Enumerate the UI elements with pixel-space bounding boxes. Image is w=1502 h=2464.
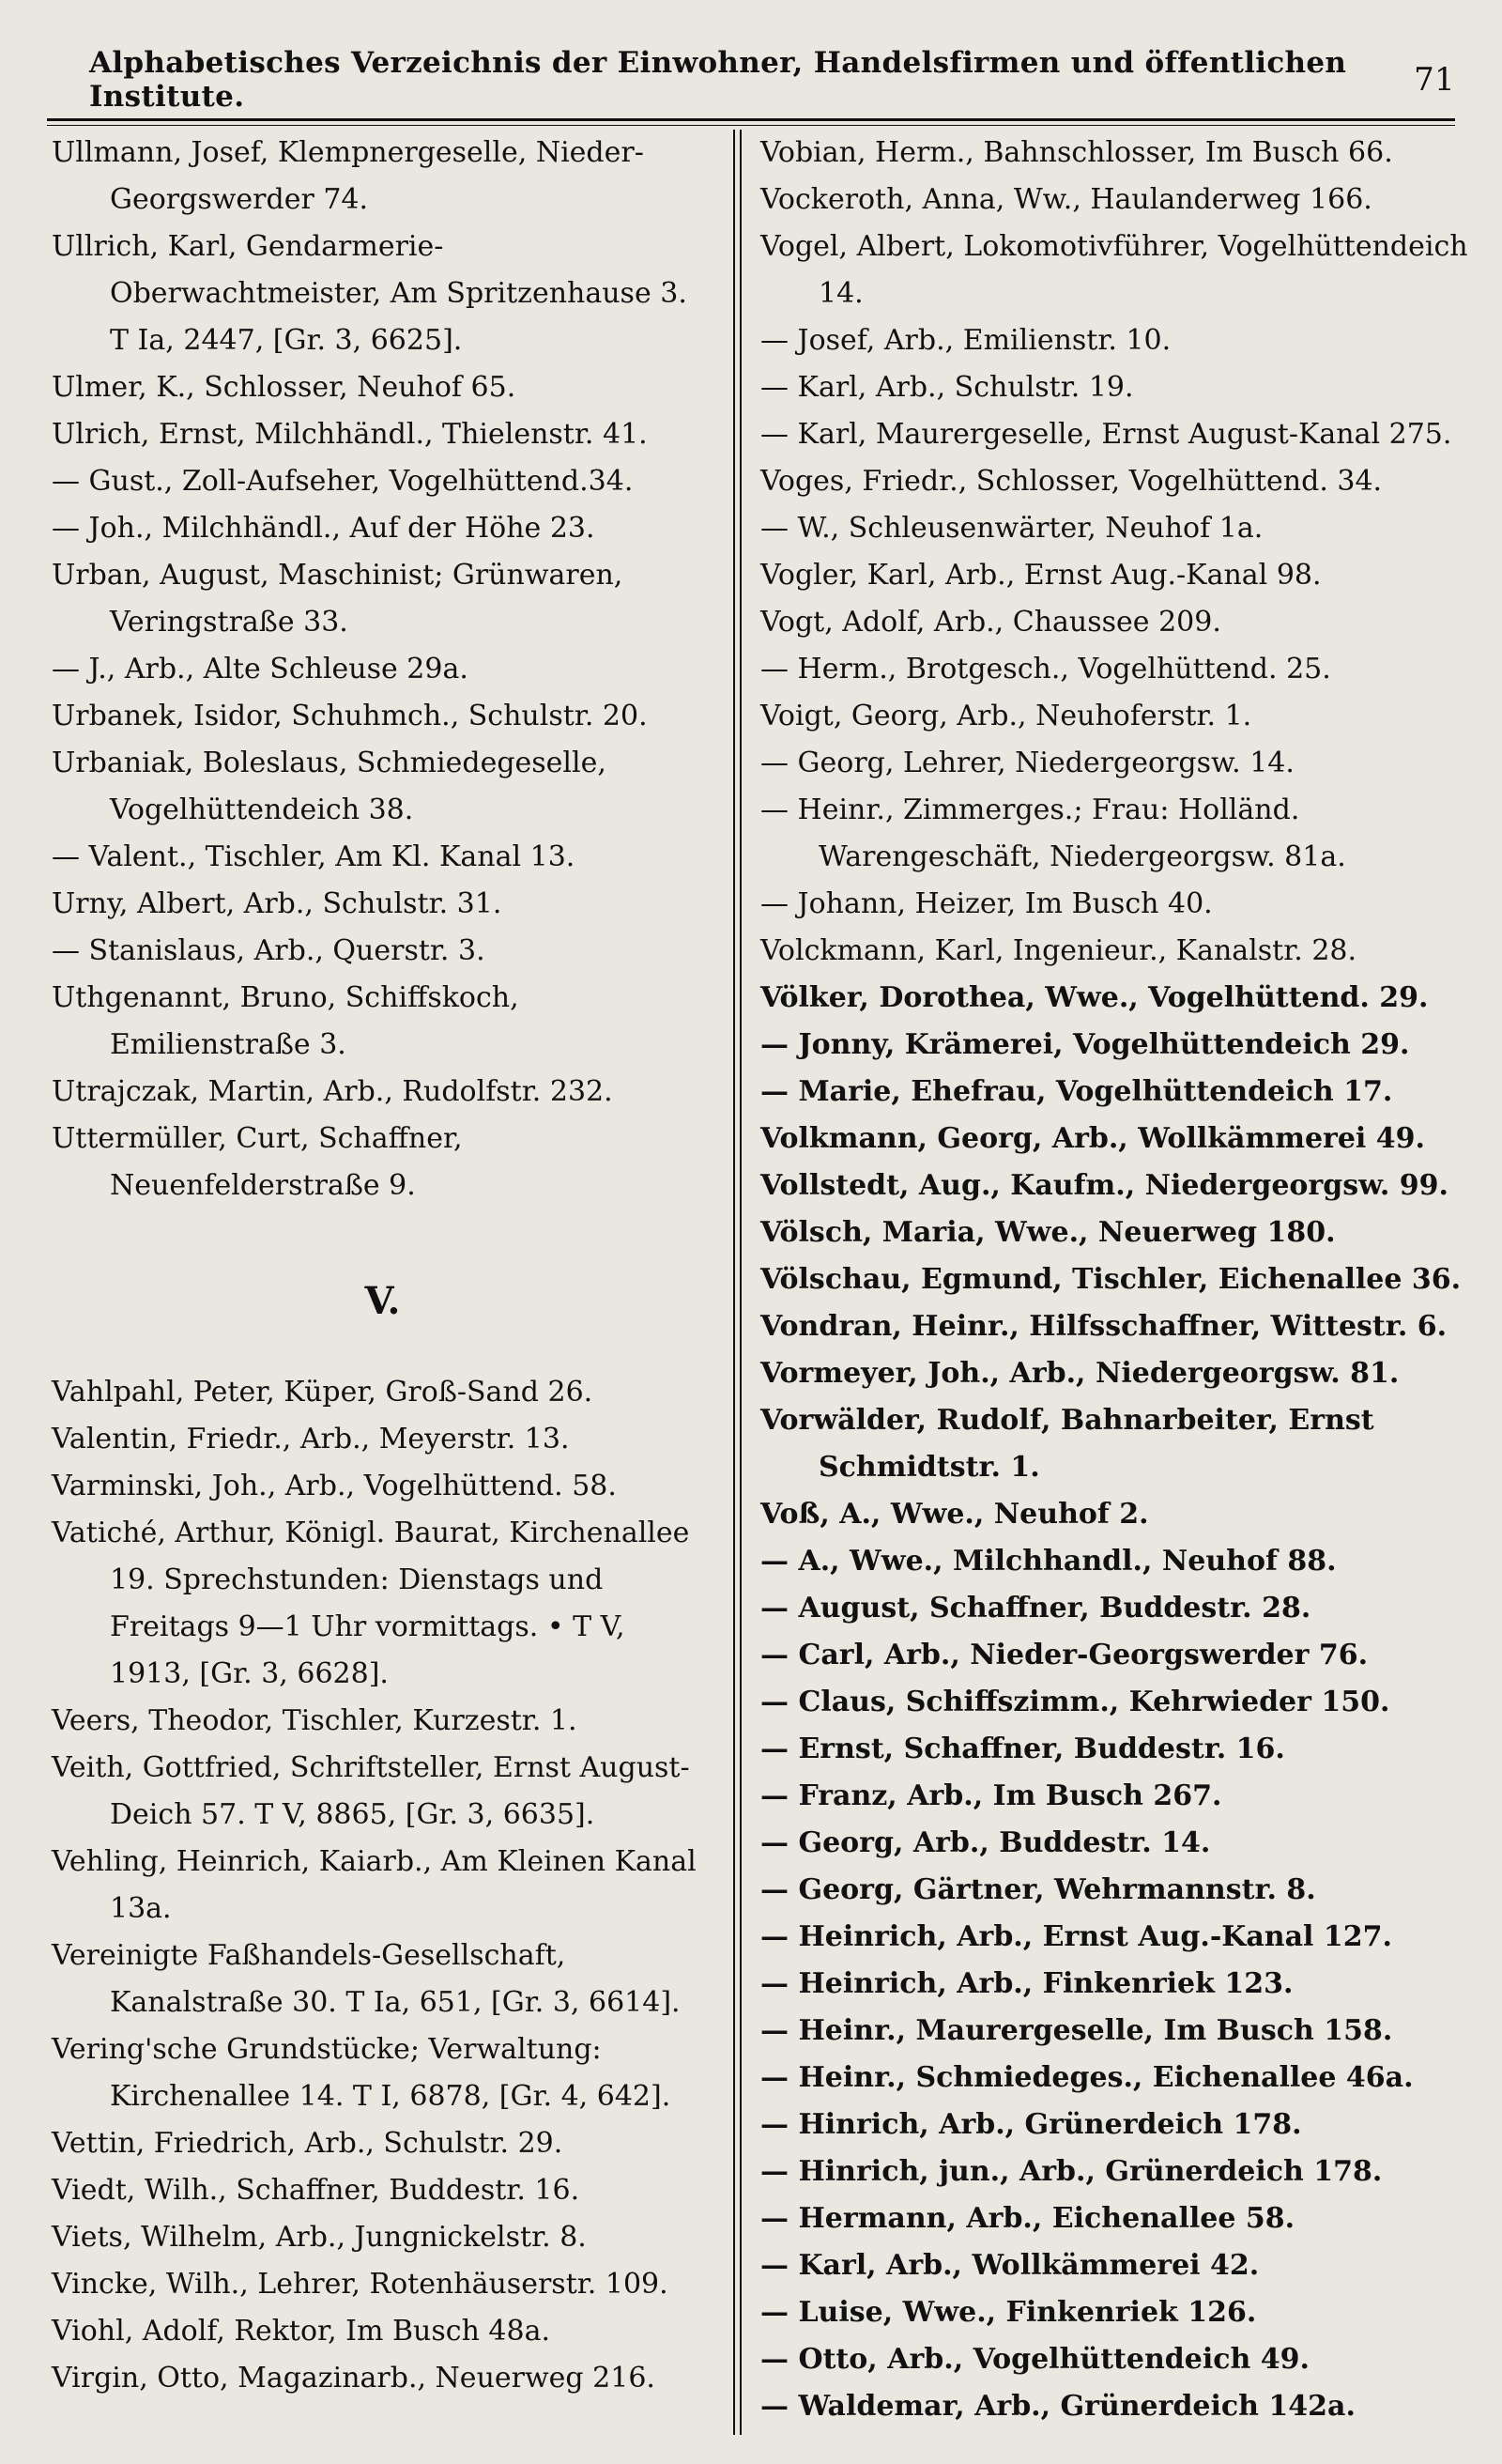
directory-entry: — Waldemar, Arb., Grünerdeich 142a. xyxy=(760,2390,1356,2423)
directory-entry: — Georg, Gärtner, Wehrmannstr. 8. xyxy=(760,1873,1316,1906)
directory-entry: Utrajczak, Martin, Arb., Rudolfstr. 232. xyxy=(52,1075,613,1108)
column-divider xyxy=(733,130,735,2435)
directory-entry: Vincke, Wilh., Lehrer, Rotenhäuserstr. 109. xyxy=(52,2268,668,2301)
directory-entry: Viets, Wilhelm, Arb., Jungnickelstr. 8. xyxy=(52,2221,587,2254)
directory-entry: — Georg, Lehrer, Niedergeorgsw. 14. xyxy=(760,747,1295,779)
directory-entry: Uthgenannt, Bruno, Schiffskoch, Emilienstraße 3. xyxy=(52,981,519,1061)
directory-entry: — Herm., Brotgesch., Vogelhüttend. 25. xyxy=(760,653,1331,685)
directory-entry: Vogel, Albert, Lokomotivführer, Vogelhüttendeich 14. xyxy=(760,230,1468,310)
directory-entry: Ullmann, Josef, Klempnergeselle, Nieder-Georgswerder 74. xyxy=(52,136,644,216)
directory-entry: Vogler, Karl, Arb., Ernst Aug.-Kanal 98. xyxy=(760,559,1322,592)
directory-entry: Veers, Theodor, Tischler, Kurzestr. 1. xyxy=(52,1704,577,1737)
directory-entry: Virgin, Otto, Magazinarb., Neuerweg 216. xyxy=(52,2362,655,2395)
directory-entry: Uttermüller, Curt, Schaffner, Neuenfelderstraße 9. xyxy=(52,1122,463,1202)
left-entries-u xyxy=(52,130,713,1209)
directory-entry: — Luise, Wwe., Finkenriek 126. xyxy=(760,2296,1257,2329)
directory-entry: Volckmann, Karl, Ingenieur., Kanalstr. 28. xyxy=(760,934,1357,967)
page-number: 71 xyxy=(1414,61,1455,99)
directory-entry: — Hinrich, jun., Arb., Grünerdeich 178. xyxy=(760,2155,1383,2188)
directory-entry: Vereinigte Faßhandels-Gesellschaft, Kanalstraße 30. T Ia, 651, [Gr. 3, 6614]. xyxy=(52,1939,681,2019)
directory-entry: Völschau, Egmund, Tischler, Eichenallee 36. xyxy=(760,1263,1462,1296)
directory-entry: Vondran, Heinr., Hilfsschaffner, Wittestr. 6. xyxy=(760,1310,1448,1343)
directory-entry: Varminski, Joh., Arb., Vogelhüttend. 58. xyxy=(52,1470,617,1502)
directory-entry: Vogt, Adolf, Arb., Chaussee 209. xyxy=(760,606,1221,639)
left-entries-v xyxy=(52,1369,713,2402)
directory-entry: — Valent., Tischler, Am Kl. Kanal 13. xyxy=(52,840,575,873)
directory-entry: — Karl, Arb., Wollkämmerei 42. xyxy=(760,2249,1260,2282)
header-rule xyxy=(47,118,1455,121)
directory-entry: Vahlpahl, Peter, Küper, Groß-Sand 26. xyxy=(52,1376,593,1409)
directory-entry: — Heinr., Maurergeselle, Im Busch 158. xyxy=(760,2014,1393,2047)
directory-entry: Volkmann, Georg, Arb., Wollkämmerei 49. xyxy=(760,1122,1425,1155)
directory-entry: Vockeroth, Anna, Ww., Haulanderweg 166. xyxy=(760,183,1372,216)
directory-entry: Vehling, Heinrich, Kaiarb., Am Kleinen Kanal 13a. xyxy=(52,1845,697,1925)
directory-entry: — J., Arb., Alte Schleuse 29a. xyxy=(52,653,468,685)
directory-entry: Ulrich, Ernst, Milchhändl., Thielenstr. 41. xyxy=(52,418,648,451)
directory-entry: — Karl, Maurergeselle, Ernst August-Kanal 275. xyxy=(760,418,1452,451)
directory-entry: Vobian, Herm., Bahnschlosser, Im Busch 66. xyxy=(760,136,1393,169)
directory-entry: Voges, Friedr., Schlosser, Vogelhüttend. 34. xyxy=(760,465,1383,498)
directory-entry: — Jonny, Krämerei, Vogelhüttendeich 29. xyxy=(760,1028,1410,1061)
directory-entry: Völsch, Maria, Wwe., Neuerweg 180. xyxy=(760,1216,1336,1249)
directory-entry: Urbaniak, Boleslaus, Schmiedegeselle, Vogelhüttendeich 38. xyxy=(52,747,606,826)
directory-entry: Völker, Dorothea, Wwe., Vogelhüttend. 29. xyxy=(760,981,1429,1014)
directory-entry: — Stanislaus, Arb., Querstr. 3. xyxy=(52,934,485,967)
directory-entry: Urban, August, Maschinist; Grünwaren, Veringstraße 33. xyxy=(52,559,623,639)
directory-entry: — Hermann, Arb., Eichenallee 58. xyxy=(760,2202,1295,2235)
directory-entry: — A., Wwe., Milchhandl., Neuhof 88. xyxy=(760,1545,1337,1578)
directory-entry: Vering'sche Grundstücke; Verwaltung: Kirchenallee 14. T I, 6878, [Gr. 4, 642]. xyxy=(52,2033,671,2113)
section-letter-v: V. xyxy=(364,1279,401,1323)
header-rule-thin xyxy=(47,125,1455,126)
directory-entry: — Georg, Arb., Buddestr. 14. xyxy=(760,1826,1211,1859)
directory-entry: — Joh., Milchhändl., Auf der Höhe 23. xyxy=(52,512,595,545)
directory-entry: — Heinrich, Arb., Finkenriek 123. xyxy=(760,1967,1294,2000)
directory-entry: — Gust., Zoll-Aufseher, Vogelhüttend.34. xyxy=(52,465,634,498)
directory-entry: Vettin, Friedrich, Arb., Schulstr. 29. xyxy=(52,2127,563,2160)
directory-entry: Ullrich, Karl, Gendarmerie-Oberwachtmeister, Am Spritzenhause 3. T Ia, 2447, [Gr. 3, 6625]. xyxy=(52,230,687,357)
directory-entry: Urbanek, Isidor, Schuhmch., Schulstr. 20. xyxy=(52,700,648,732)
right-entries xyxy=(760,130,1474,2430)
directory-entry: Vatiché, Arthur, Königl. Baurat, Kirchenallee 19. Sprechstunden: Dienstags und Freitags 9—1 Uhr vormittags. • T V, 1913, [Gr. 3, 6628]. xyxy=(52,1517,690,1690)
directory-entry: Voigt, Georg, Arb., Neuhoferstr. 1. xyxy=(760,700,1252,732)
column-divider-2 xyxy=(740,130,742,2435)
directory-entry: — Carl, Arb., Nieder-Georgswerder 76. xyxy=(760,1639,1369,1671)
directory-entry: — W., Schleusenwärter, Neuhof 1a. xyxy=(760,512,1264,545)
header-title: Alphabetisches Verzeichnis der Einwohner, Handelsfirmen und öffentlichen Institute. xyxy=(89,46,1347,114)
directory-entry: — Heinrich, Arb., Ernst Aug.-Kanal 127. xyxy=(760,1920,1392,1953)
directory-entry: — Johann, Heizer, Im Busch 40. xyxy=(760,887,1213,920)
directory-entry: — Franz, Arb., Im Busch 267. xyxy=(760,1779,1222,1812)
directory-entry: — Karl, Arb., Schulstr. 19. xyxy=(760,371,1134,404)
directory-entry: — Heinr., Schmiedeges., Eichenallee 46a. xyxy=(760,2061,1414,2094)
directory-entry: Viohl, Adolf, Rektor, Im Busch 48a. xyxy=(52,2315,551,2348)
directory-entry: Vorwälder, Rudolf, Bahnarbeiter, Ernst Schmidtstr. 1. xyxy=(760,1404,1374,1484)
directory-entry: — Marie, Ehefrau, Vogelhüttendeich 17. xyxy=(760,1075,1393,1108)
directory-entry: — August, Schaffner, Buddestr. 28. xyxy=(760,1592,1311,1625)
page-header xyxy=(89,46,1455,114)
directory-entry: Vollstedt, Aug., Kaufm., Niedergeorgsw. 99. xyxy=(760,1169,1448,1202)
directory-entry: Ulmer, K., Schlosser, Neuhof 65. xyxy=(52,371,516,404)
directory-entry: — Josef, Arb., Emilienstr. 10. xyxy=(760,324,1172,357)
directory-entry: — Claus, Schiffszimm., Kehrwieder 150. xyxy=(760,1686,1390,1718)
directory-entry: Valentin, Friedr., Arb., Meyerstr. 13. xyxy=(52,1423,570,1455)
directory-entry: — Ernst, Schaffner, Buddestr. 16. xyxy=(760,1732,1285,1765)
directory-entry: Viedt, Wilh., Schaffner, Buddestr. 16. xyxy=(52,2174,580,2207)
right-column xyxy=(760,130,1474,2430)
directory-entry: Vormeyer, Joh., Arb., Niedergeorgsw. 81. xyxy=(760,1357,1400,1390)
directory-entry: Urny, Albert, Arb., Schulstr. 31. xyxy=(52,887,502,920)
directory-entry: Voß, A., Wwe., Neuhof 2. xyxy=(760,1498,1149,1531)
directory-entry: — Heinr., Zimmerges.; Frau: Holländ. Warengeschäft, Niedergeorgsw. 81a. xyxy=(760,793,1346,873)
directory-entry: Veith, Gottfried, Schriftsteller, Ernst August-Deich 57. T V, 8865, [Gr. 3, 6635]. xyxy=(52,1751,690,1831)
left-column xyxy=(52,130,713,2402)
directory-entry: — Otto, Arb., Vogelhüttendeich 49. xyxy=(760,2343,1310,2376)
directory-entry: — Hinrich, Arb., Grünerdeich 178. xyxy=(760,2108,1302,2141)
